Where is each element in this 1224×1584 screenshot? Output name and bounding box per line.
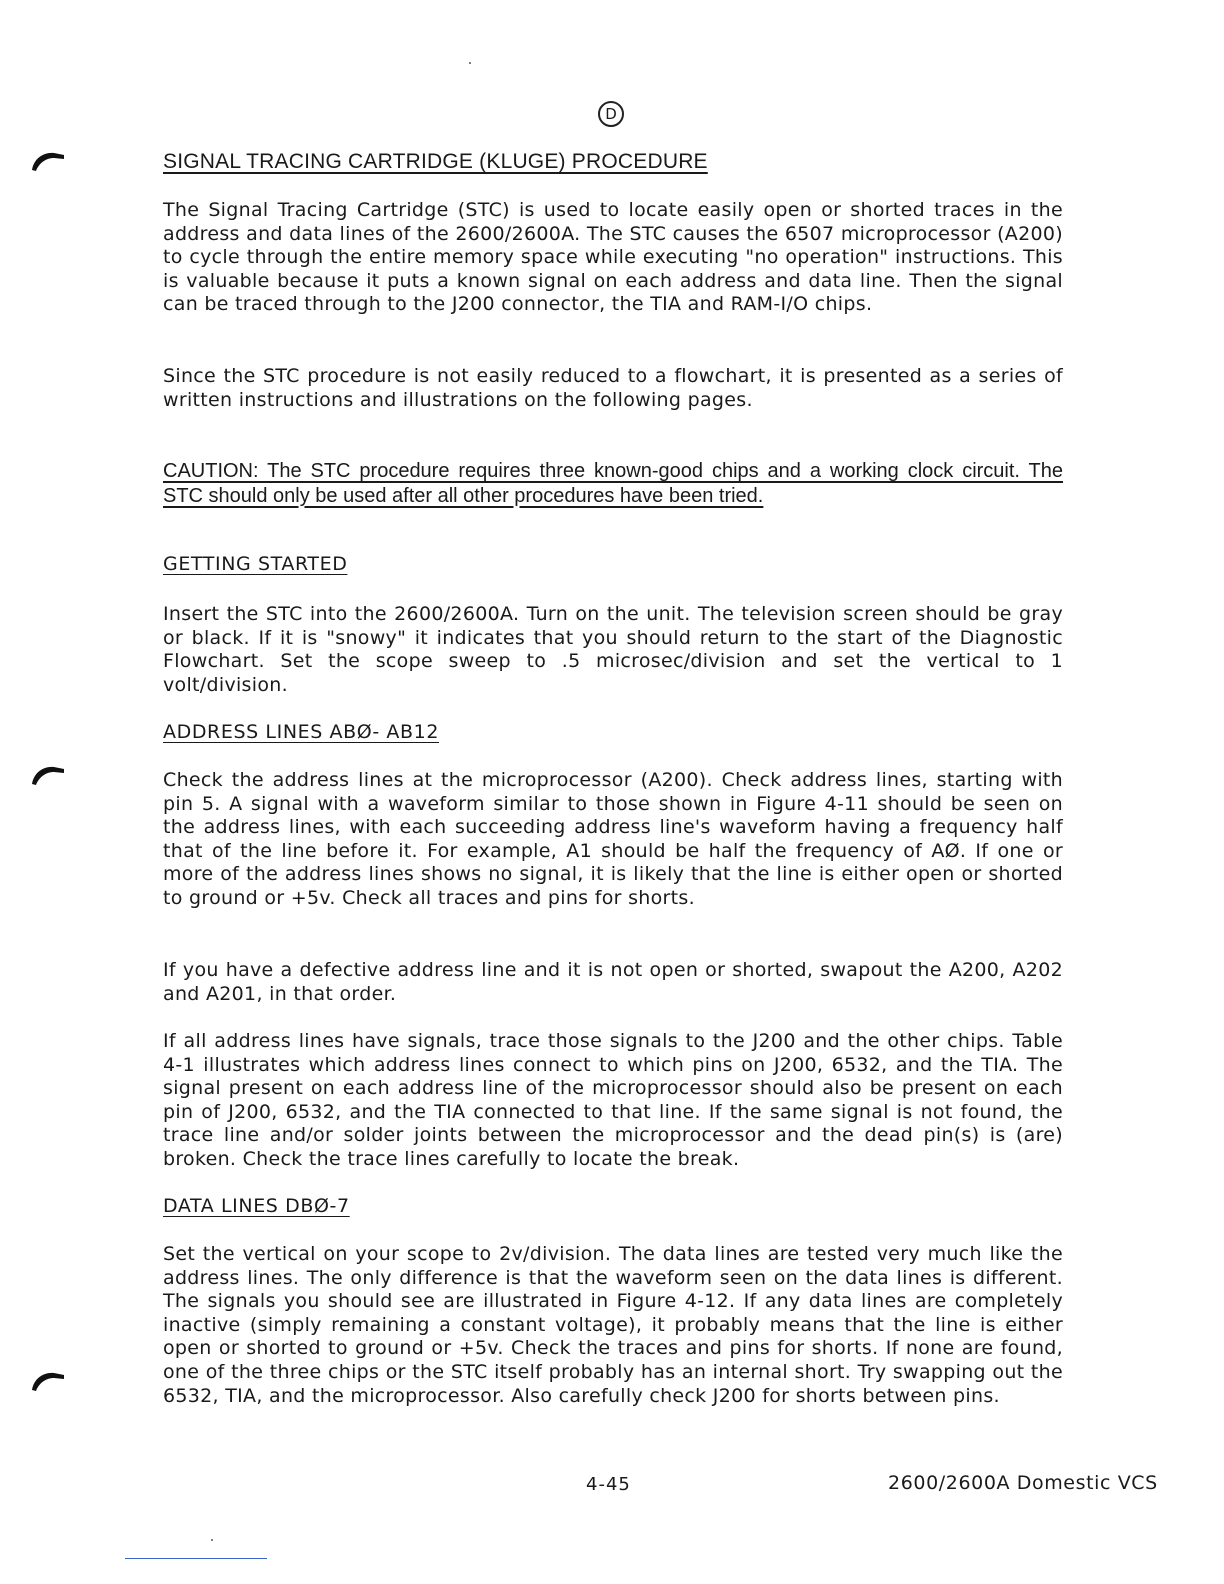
intro-paragraph: The Signal Tracing Cartridge (STC) is used to locate easily open or shorted traces in the address and data lines of the 2600/2600A. The STC causes the 6507 microprocessor (A200) to cycle through the entire memory space while executing "no operation" instructions. This is valuable because it puts a known signal on each address and data line. Then the signal can be traced through to the J200 connector, the TIA and RAM-I/O chips. (163, 199, 1063, 316)
footer-model-name: 2600/2600A Domestic VCS (888, 1472, 1158, 1494)
scan-edge-line (125, 1558, 267, 1559)
scan-speck (211, 1539, 213, 1541)
getting-started-heading: GETTING STARTED (163, 553, 348, 575)
address-lines-paragraph: If all address lines have signals, trace those signals to the J200 and the other chips. Table 4-1 illustrates which address lines connect to which pins on J200, 6532, and the TIA. The signal present on each address line of the microprocessor should also be present on each pin of J200, 6532, and the TIA connected to that line. If the same signal is not found, the trace line and/or solder joints between the microprocessor and the dead pin(s) is (are) broken. Check the trace lines carefully to locate the break. (163, 1030, 1063, 1170)
data-lines-heading: DATA LINES DBØ-7 (163, 1195, 350, 1217)
address-lines-paragraph: If you have a defective address line and it is not open or shorted, swapout the A200, A202 and A201, in that order. (163, 959, 1063, 1005)
section-marker: D (598, 101, 624, 127)
punch-mark-icon (30, 1370, 66, 1392)
address-lines-paragraph: Check the address lines at the microprocessor (A200). Check address lines, starting with pin 5. A signal with a waveform similar to those shown in Figure 4-11 should be seen on the address lines, with each succeeding address line's waveform having a frequency half that of the line before it. For example, A1 should be half the frequency of AØ. If one or more of the address lines shows no signal, it is likely that the line is either open or shorted to ground or +5v. Check all traces and pins for shorts. (163, 769, 1063, 909)
page-number: 4-45 (586, 1474, 631, 1495)
punch-mark-icon (30, 150, 66, 172)
scan-speck (469, 62, 471, 64)
intro-paragraph: Since the STC procedure is not easily reduced to a flowchart, it is presented as a series of written instructions and illustrations on the following pages. (163, 365, 1063, 411)
address-lines-heading: ADDRESS LINES ABØ- AB12 (163, 721, 440, 743)
page-title: SIGNAL TRACING CARTRIDGE (KLUGE) PROCEDURE (163, 150, 708, 173)
punch-mark-icon (30, 764, 66, 786)
data-lines-text: Set the vertical on your scope to 2v/division. The data lines are tested very much like the address lines. The only difference is that the waveform seen on the data lines is different. The signals you should see are illustrated in Figure 4-12. If any data lines are completely inactive (simply remaining a constant voltage), it probably means that the line is either open or shorted to ground or +5v. Check the traces and pins for shorts. If none are found, one of the three chips or the STC itself probably has an internal short. Try swapping out the 6532, TIA, and the microprocessor. Also carefully check J200 for shorts between pins. (163, 1243, 1063, 1407)
caution-note: CAUTION: The STC procedure requires three known-good chips and a working clock circuit. The STC should only be used after all other procedures have been tried. (163, 460, 1063, 507)
getting-started-text: Insert the STC into the 2600/2600A. Turn on the unit. The television screen should be gray or black. If it is "snowy" it indicates that you should return to the start of the Diagnostic Flowchart. Set the scope sweep to .5 microsec/division and set the vertical to 1 volt/division. (163, 603, 1063, 696)
